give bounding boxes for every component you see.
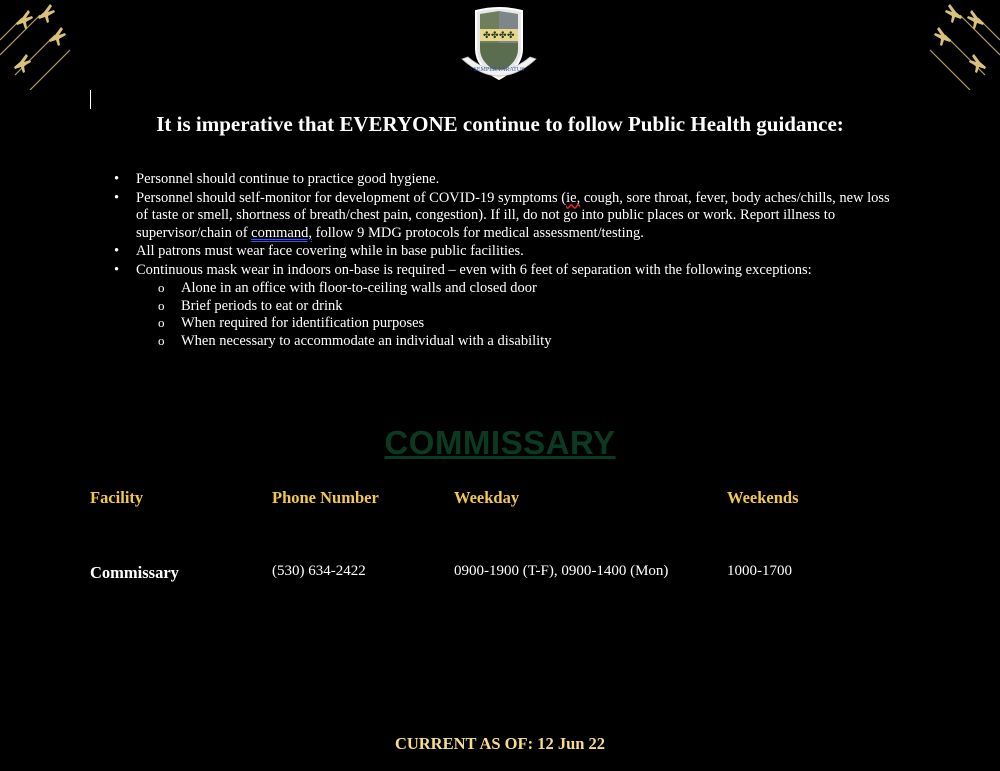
list-item-text: Personnel should self-monitor for development of COVID-19 symptoms (ie, cough, sore throat, fever, body aches/chills, new loss of taste or smell, shortness of breath/chest pain, congestion). If ill, do not go into public places or work. Report illness to supervisor/chain of command, follow 9 MDG protocols for medical assessment/testing. xyxy=(136,189,890,241)
emblem-motto: SEMPER PARATUS xyxy=(473,67,525,73)
bullet-icon: • xyxy=(114,243,120,259)
jet-formation-left-icon xyxy=(0,0,90,90)
column-header-weekday: Weekday xyxy=(454,488,520,507)
svg-text:✤: ✤ xyxy=(507,31,515,41)
svg-text:✤: ✤ xyxy=(499,31,507,41)
exceptions-list xyxy=(158,280,902,350)
sub-list-item: o Alone in an office with floor-to-ceiling walls and closed door xyxy=(158,280,537,296)
weekend-hours: 1000-1700 xyxy=(727,563,792,579)
spellcheck-underline: ie, xyxy=(566,189,581,206)
svg-text:✤: ✤ xyxy=(483,31,491,41)
sub-bullet-icon: o xyxy=(158,297,165,313)
sub-list-item: o Brief periods to eat or drink xyxy=(158,297,343,314)
grammar-underline: command, xyxy=(251,224,312,241)
current-as-of-date: CURRENT AS OF: 12 Jun 22 xyxy=(394,734,606,753)
list-item-text: All patrons must wear face covering while in base public facilities. xyxy=(136,243,524,259)
wing-shield-emblem xyxy=(456,5,542,87)
sub-bullet-icon: o xyxy=(158,315,165,330)
svg-text:✤: ✤ xyxy=(491,31,499,41)
list-item xyxy=(112,190,902,243)
bullet-icon: • xyxy=(114,261,120,278)
section-title: COMMISSARY xyxy=(384,424,616,461)
sub-list-item: o When necessary to accommodate an individual with a disability xyxy=(158,332,552,349)
list-item-text: Continuous mask wear in indoors on-base is required – even with 6 feet of separation with the following exceptions: xyxy=(136,261,812,278)
phone-number: (530) 634-2422 xyxy=(272,563,366,579)
sub-list-item: o When required for identification purposes xyxy=(158,315,425,331)
jet-formation-right-icon xyxy=(910,0,1000,90)
text-cursor xyxy=(90,90,91,109)
page-title: It is imperative that EVERYONE continue to follow Public Health guidance: xyxy=(156,112,844,136)
list-item xyxy=(112,171,902,189)
weekday-hours: 0900-1900 (T-F), 0900-1400 (Mon) xyxy=(454,563,669,579)
column-header-facility: Facility xyxy=(90,488,144,507)
sub-bullet-icon: o xyxy=(158,332,165,348)
sub-bullet-icon: o xyxy=(158,280,165,295)
column-header-phone: Phone Number xyxy=(272,488,379,507)
column-header-weekends: Weekends xyxy=(727,488,799,507)
list-item xyxy=(112,243,902,261)
list-item xyxy=(112,262,902,351)
guidance-list xyxy=(112,171,902,351)
facility-name: Commissary xyxy=(90,563,179,582)
list-item-text: Personnel should continue to practice good hygiene. xyxy=(136,171,440,187)
bullet-icon: • xyxy=(114,171,120,187)
bullet-icon: • xyxy=(114,189,120,206)
